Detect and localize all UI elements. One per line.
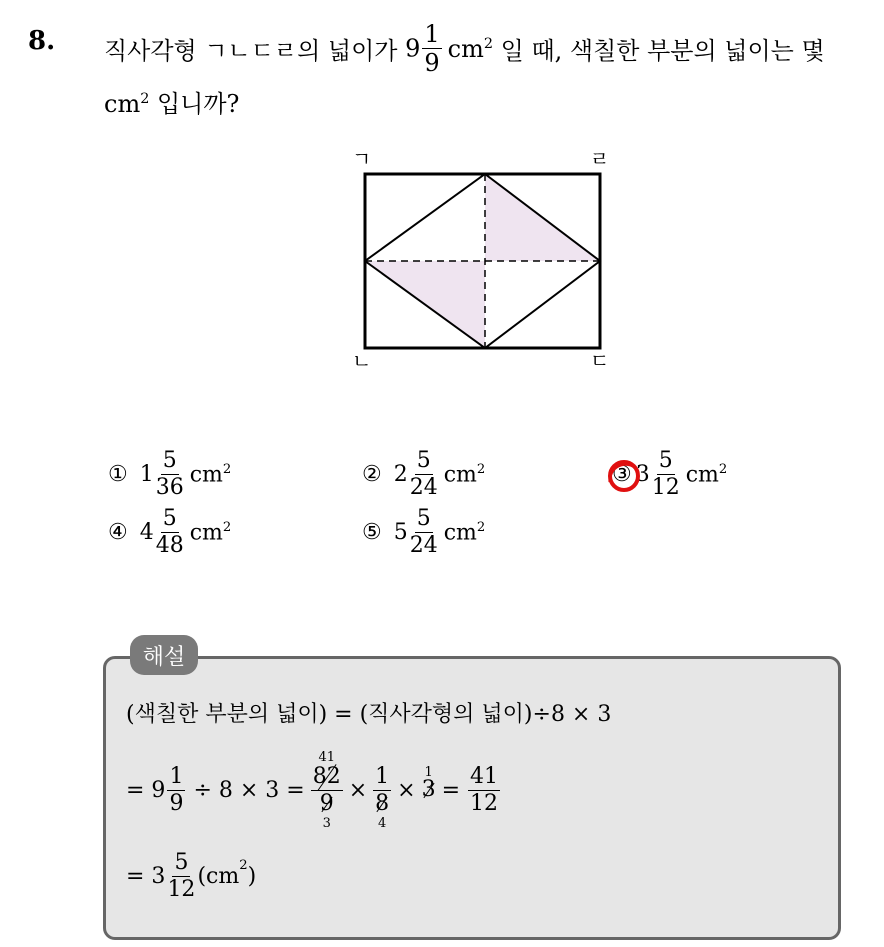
choice-4-numerator: 5 — [162, 506, 177, 531]
solution-line-1: (색칠한 부분의 넓이) = (직사각형의 넓이)÷8 × 3 — [126, 702, 612, 727]
sol-frac-1-8-num: 1 — [375, 763, 390, 789]
sol-cancel-41: 41 — [318, 749, 335, 765]
vertex-label-top-right: ㄹ — [590, 147, 610, 171]
sol-result-den: 12 — [470, 790, 499, 816]
choice-4[interactable] — [108, 508, 231, 557]
area-denominator: 9 — [424, 49, 440, 77]
sol-three: 3 — [421, 777, 436, 802]
answer-circle-icon — [602, 454, 646, 498]
choice-3-mark: ③ — [612, 462, 632, 487]
sol-cancel-4: 4 — [378, 815, 387, 831]
area-fraction — [422, 22, 441, 75]
sol-frac-1-8-group — [373, 751, 391, 830]
choice-2[interactable] — [362, 450, 485, 499]
choice-2-whole: 2 — [393, 462, 408, 487]
choice-5-mark: ⑤ — [362, 520, 382, 545]
sol-final-fraction — [167, 852, 195, 901]
vertex-label-top-left: ㄱ — [352, 147, 372, 171]
sol-div-8-times-3: ÷ 8 × 3 = — [193, 777, 305, 803]
sol-frac-82-num: 82 — [312, 763, 341, 789]
vertex-label-bottom-right: ㄷ — [590, 349, 610, 373]
choice-4-fraction — [156, 508, 184, 557]
sol-cancel-1: 1 — [424, 765, 433, 780]
question-line-1 — [104, 22, 825, 75]
choice-2-numerator: 5 — [416, 448, 431, 473]
question-text-suffix: 일 때, 색칠한 부분의 넓이는 몇 — [493, 37, 825, 65]
area-whole: 9 — [405, 34, 421, 63]
choice-3[interactable] — [612, 450, 727, 499]
choice-3-unit: cm — [685, 462, 719, 488]
sol-frac-41-12 — [468, 763, 500, 816]
choice-1-unit: cm — [189, 462, 223, 488]
line2-exponent: 2 — [140, 91, 150, 107]
choice-3-mark-wrap — [612, 462, 632, 487]
line2-text: 입니까? — [149, 90, 240, 118]
choice-1-denominator: 36 — [155, 475, 184, 500]
choice-1[interactable] — [108, 450, 231, 499]
choice-2-fraction — [410, 450, 438, 499]
sol-frac-1-9 — [167, 763, 185, 816]
solution-label: 해설 — [130, 635, 198, 675]
sol-frac-82-9-group — [311, 751, 343, 830]
sol-frac-1-8-den: 8 — [375, 790, 390, 816]
sol-final-paren: ) — [247, 864, 257, 889]
area-numerator: 1 — [424, 20, 440, 48]
solution-line-3 — [126, 852, 256, 901]
choice-3-exponent: 2 — [718, 461, 728, 477]
sol-cancel-3: 3 — [322, 815, 331, 831]
choice-5[interactable] — [362, 508, 485, 557]
choice-1-exponent: 2 — [222, 461, 232, 477]
choice-1-whole: 1 — [139, 462, 154, 487]
sol-eq-2: = — [441, 777, 461, 803]
sol-times-1: × — [348, 777, 368, 803]
question-number: 8. — [28, 26, 56, 56]
sol-final-num: 5 — [174, 850, 189, 875]
sol-frac-9-den: 9 — [319, 790, 334, 816]
sol-three-group — [422, 766, 436, 814]
choice-5-denominator: 24 — [409, 533, 438, 558]
vertex-label-bottom-left: ㄴ — [352, 349, 372, 373]
question-text-prefix: 직사각형 ㄱㄴㄷㄹ의 넓이가 — [104, 37, 406, 65]
choice-3-fraction — [652, 450, 680, 499]
choice-3-denominator: 12 — [651, 475, 680, 500]
choice-4-unit: cm — [189, 520, 223, 546]
sol-final-exponent: 2 — [239, 858, 248, 873]
sol-final-unit: (cm — [197, 864, 240, 889]
choice-3-whole: 3 — [635, 462, 650, 487]
choice-2-denominator: 24 — [409, 475, 438, 500]
line2-unit: cm — [104, 90, 141, 118]
choice-2-mark: ② — [362, 462, 382, 487]
choice-4-denominator: 48 — [155, 533, 184, 558]
rectangle-figure — [340, 140, 630, 380]
choice-2-exponent: 2 — [476, 461, 486, 477]
sol-frac-1-9-den: 9 — [169, 790, 184, 816]
choice-4-whole: 4 — [139, 520, 154, 545]
sol-result-num: 41 — [470, 763, 499, 789]
choice-1-fraction — [156, 450, 184, 499]
choice-5-fraction — [410, 508, 438, 557]
choice-5-exponent: 2 — [476, 519, 486, 535]
sol-frac-1-9-num: 1 — [169, 763, 184, 789]
solution-line-2 — [126, 748, 502, 832]
choice-1-mark: ① — [108, 462, 128, 487]
choice-3-numerator: 5 — [658, 448, 673, 473]
unit-exponent: 2 — [483, 35, 494, 52]
choice-4-exponent: 2 — [222, 519, 232, 535]
choice-1-numerator: 5 — [162, 448, 177, 473]
sol-eq-9: = 9 — [126, 777, 166, 803]
choice-2-unit: cm — [443, 462, 477, 488]
choice-5-whole: 5 — [393, 520, 408, 545]
question-line-2 — [104, 84, 239, 119]
unit-cm: cm — [447, 34, 484, 63]
choice-5-numerator: 5 — [416, 506, 431, 531]
sol-final-whole: = 3 — [126, 864, 166, 889]
choice-5-unit: cm — [443, 520, 477, 546]
area-unit — [448, 35, 493, 63]
sol-times-2: × — [397, 777, 416, 803]
choice-4-mark: ④ — [108, 520, 128, 545]
sol-final-den: 12 — [167, 877, 196, 902]
